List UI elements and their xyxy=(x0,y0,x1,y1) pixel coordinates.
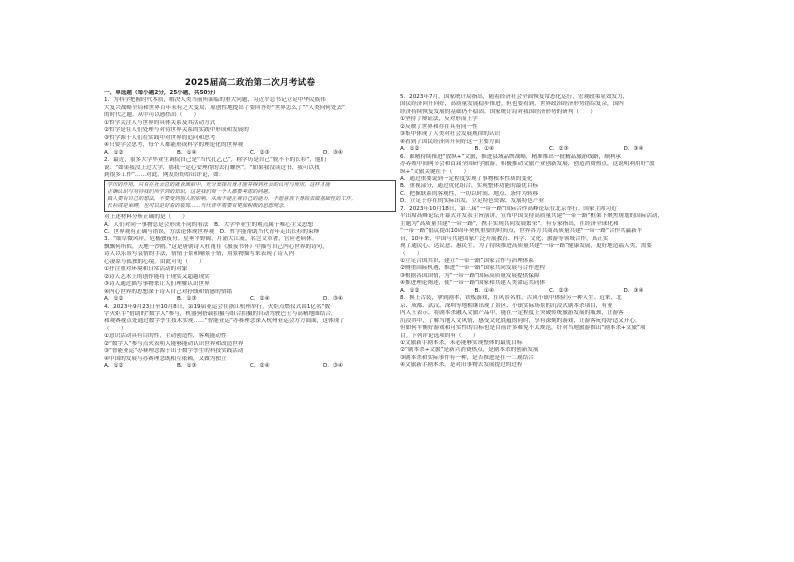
q1-line: ④只要学会思考，每个人都能形成科学的理论化的世界观 xyxy=(104,142,244,149)
q5-line: ④看到了国民经济回升向好这一主要方面 xyxy=(400,138,501,145)
right-column xyxy=(400,94,698,370)
q1-line: ③哲学源于人们在实践中对世界的追问和思考 xyxy=(104,134,216,141)
q7-line: ②侧重国际机遇，推进“一带一路”国家共同发展与合作进程 xyxy=(400,265,546,272)
q1-line: ①哲学关注人与世界的具体关系及其活动方式 xyxy=(104,119,216,126)
q7-line: 台，10年来，中国与共建国家广泛开展教育、科学、文化、旅游等领域合作，真正实 xyxy=(400,235,609,242)
question-6 xyxy=(400,154,698,206)
q2-line: 说：“如果我没上过大学，那我一定心安理得的去打螺丝”，“如果我没读过书，我可以找 xyxy=(104,164,320,171)
q3-line: 诗人以乐景写哀情的手法，情情于景和嘲景于情，用景物描写来表现了诗人内 xyxy=(104,251,295,258)
q3-line: 3．“细草微风岸，危樯独夜舟。星垂平野阔，月涌大江流。名岂文章著，官应老病休。 xyxy=(104,236,318,243)
option: D．③④ xyxy=(623,146,644,153)
option: A．①② xyxy=(400,146,420,153)
option: A．①② xyxy=(104,149,124,156)
q8-line: 内人士表示，将剧本杀融入文旅产品中，能在一定程度上突破传统旅游发展的瓶颈，让游客 xyxy=(400,310,624,317)
q3-line: 飘飘何所似，天地一沙鸥。”这是唐朝诗人杜甫在《旅夜书怀》中描写自己内心世界的诗句， xyxy=(104,243,328,250)
q6-line: D．立足于存在的实际出发，立足特色资源，发展特色产业 xyxy=(400,198,545,205)
option: C．②③ xyxy=(549,287,569,294)
option: A．①② xyxy=(104,363,124,370)
q3-line: 心凄凉与孤独的心境。由此可见（ ） xyxy=(104,258,205,265)
q3-line: ④内心世界的思想深于诗人自己对抒线和情感的情绪 xyxy=(104,288,233,295)
option: D．③④ xyxy=(623,287,644,294)
q7-line: “一带一路”倡议提出10周年契机重要的时间点，世界各方共商高质量共建“一带一路”合作共赢新平 xyxy=(400,228,643,235)
option: B．①④ xyxy=(177,149,197,156)
q5-line: ①坚持了辩证法，反对形而上学 xyxy=(400,116,478,123)
q6-line: 6．谁精持续推进“放纵+”文旅，推进县域品牌战略，精准推出一批精品旅游线路，顺利承 xyxy=(400,153,622,160)
q5-line: ③集中体现了人类对社会发展规律的认识 xyxy=(400,131,501,138)
q5-line: ②反映了世界和存在具有同一性 xyxy=(400,123,478,130)
exam-title: 2025届高二政治第二次月考试卷 xyxy=(184,78,316,88)
section-heading: 一、单选题（每小题2分，25小题，共50分） xyxy=(104,90,219,96)
q8-line: ③剧本杀和实际事件有一种，是否推进是在一二观结合 xyxy=(400,354,534,361)
q3-line: ③诗人通过描写事物来让人们理解认识世界 xyxy=(104,281,210,288)
q7-line: 平出席高峰论坛开幕式并发表主旨演讲，宣布中国支持高质量共建“一带一路”框架下聚焦规划的国际活动， xyxy=(400,213,664,220)
q5-line: 经济持续恢复发展的基础仍不稳固。国家统计局对我国经济形势的研判（ ） xyxy=(400,108,596,115)
q4-line: ②“数字人”参与点火表明人能够能动认识世界和改造世界 xyxy=(104,340,244,347)
option: C．②③ xyxy=(250,149,270,156)
option: B．①③ xyxy=(177,296,197,303)
option: B．①④ xyxy=(474,146,494,153)
question-5 xyxy=(400,94,698,154)
question-8 xyxy=(400,295,698,370)
option: B．①④ xyxy=(474,287,494,294)
q8-line: 8．换上古装，拿到剧本，铁板游戏，在风景名胜、古风小镇中体验另一种人生。近来，北 xyxy=(400,295,622,302)
q8-line: 但如何平衡好游戏和可实性的目标也是目前许多难免不太规范，针对当地旅游推出“剧本杀+文旅”项 xyxy=(400,325,646,332)
q7-options xyxy=(400,288,698,295)
q2-line: 对上述材料分析正确的是（ ） xyxy=(104,214,188,221)
q7-line: ①立足合国共识，建立“一带一路”国家合作与治理体系 xyxy=(400,257,534,264)
q5-line: 国民经济回升向好，高质量发展稳步推进。但也要看到，世界政治经济形势错综复杂，国内 xyxy=(400,101,624,108)
q2-line: C．世界观有正确与错误，方法论体现世界观 D．哲学能帮助当代青年走出长衫的束缚 xyxy=(104,228,320,235)
q4-line: ③“智能亚运”办赛理念源于出于数字孪生的科技实践活动 xyxy=(104,348,244,355)
q3-options xyxy=(104,296,396,303)
q6-line: B．重视部分，通过优化组合，实现整体功能的最优目标 xyxy=(400,183,539,190)
q2-line: 到很多工作”……对此，网友纷纷给出评论，如： xyxy=(104,171,225,178)
quote-line: 长衫或是束缚，也可以是好看的装饰……当代青年需要有更加积极的思想观念。 xyxy=(107,203,289,210)
option: B．①③ xyxy=(177,363,197,370)
option: C．②③ xyxy=(549,146,569,153)
q2-line: A．人们对同一事物总是会形成不同的看法 B．大学毕业生的观点属于唯心主义思想 xyxy=(104,221,314,228)
q4-line: 和观赛视点处通过数字孪生技术实现……“智能亚运”办赛理念深入杭州亚运会方方面面，这体现了 xyxy=(104,318,345,325)
q8-line: 京、成都、武汉、深圳等地相继出现了景区、小镇实际场景的沉浸式剧本杀项目，有业 xyxy=(400,302,613,309)
q3-line: ①抒注重对环境和日常活动的对象 xyxy=(104,266,188,273)
q7-line: （ ） xyxy=(400,250,423,257)
q8-line: 沉浸其中，了解当地人文风情，感受文化底蕴的同时，享有深刻的游戏，让游客玩得舒适又开心， xyxy=(400,317,641,324)
q7-line: ③根据各国国情，为“一带一路”国际高质量发展提供保障 xyxy=(400,272,540,279)
quote-line: 学历的作用，只有在社会总的就业面前中，充分发挥自身才能并得到社会的认可与使用，这样才能 xyxy=(107,182,331,189)
q8-line: ②“剧本杀+文旅”是新兴消费热点，是剧本杀的创新发展 xyxy=(400,347,539,354)
q4-line: ④中国的发展与办赛理念既相互依赖，又做为独立 xyxy=(104,355,227,362)
q7-line: 现了通民心、达民意、惠民生。为了持续推进高质量共建“一带一路”健康发展，更好地造福人类，需要 xyxy=(400,243,652,250)
q8-line: 目。下列评论选项的有（ ） xyxy=(400,332,479,339)
q2-line: 2．最近，很多大学毕业生调侃自己是“当代孔乙己”，称学历是自己“脱不下的长衫”，他们 xyxy=(104,157,327,164)
q2-quote-box xyxy=(104,180,396,212)
q6-line: 办养殖中间网节会和首届全国研学旅游，积极推动文旅产业创新发展，创造消费热点，这说明利用好“放 xyxy=(400,161,655,168)
q3-line: ②诗人艺术上的创作能将于现实又超越现实 xyxy=(104,273,210,280)
q7-line: 主题为“高质量共建“一带一路”，携手实现共同发展繁荣”。有专家指出，在经济全球化和 xyxy=(400,220,619,227)
q4-options xyxy=(104,363,396,370)
q7-line: ④推进理论阐述，使“一带一路”国家和共建人类命运共同体 xyxy=(400,280,546,287)
question-2 xyxy=(104,157,396,236)
q1-line: 的时代之题。从中可以感悟出（ ） xyxy=(104,112,200,119)
q6-line: A．通过重要说到一定程度实现了事物根本性质的变化 xyxy=(400,175,533,182)
q5-line: 5．2023年7月，国家统计局指出，随着经济社会全面恢复常态化运行，宏观政策显效发力， xyxy=(400,94,629,100)
q4-line: 字火炬手”借助的“数字人”参与，机器狗搭载拍摄与组合拍摄的自动驾驶巴士与高精地图结合， xyxy=(104,310,337,317)
left-column xyxy=(104,78,396,371)
q1-options xyxy=(104,150,396,157)
quote-line: 做人要有自己的想法，不要受到别人的影响，从而不能正视自己的能力，不愿意放下身段去做基础性的工作。 xyxy=(107,196,357,203)
q4-line: （ ） xyxy=(104,325,127,332)
question-4 xyxy=(104,304,396,371)
option: C．②④ xyxy=(250,296,270,303)
option: A．①② xyxy=(400,287,420,294)
q8-line: ①文旅新手剧本杀，未必能够实现整体的最优目标 xyxy=(400,339,523,346)
q6-line: C．把握联系的客观性，一切以时间、地点、条件为转移 xyxy=(400,190,539,197)
option: A．①② xyxy=(104,296,124,303)
q4-line: ①意识活动具有目的性，主动创造性，客观能动性 xyxy=(104,333,227,340)
option: C．②④ xyxy=(250,363,270,370)
q1-line: 大复兴战略全局和世界百年未有之大变局，原创性地提出了要回答好“世界怎么了”“人类向何处去” xyxy=(104,104,345,111)
q1-line: 1．为科学把握时代本质，解决人类当前所面临的重大问题，习近平总书记立足中华民族伟 xyxy=(104,97,326,104)
q7-line: 7．2023年10月18日，第三届“一带一路”国际合作高峰论坛在北京举行。国家主席习近 xyxy=(400,205,617,212)
q8-line: ④文旅新手剧本杀，是对旧事物去发展提过的过程 xyxy=(400,362,523,369)
question-1 xyxy=(104,97,396,157)
quote-line: 正确认识与对待我们所学到的知识，这是我们每一个人都要考虑的问题。 xyxy=(107,189,274,196)
q4-line: 4．2023年9月23日至10月8日，第19届亚运会在浙江杭州举行。火炬点燃仪式由1亿名“数 xyxy=(104,303,331,310)
question-3 xyxy=(104,236,396,303)
option: D．③④ xyxy=(323,363,343,370)
q6-line: 纵+”文旅关键在于（ ） xyxy=(400,168,470,175)
q5-options xyxy=(400,146,698,153)
option: D．③④ xyxy=(323,149,343,156)
question-7 xyxy=(400,206,698,295)
option: D．③④ xyxy=(323,296,343,303)
q1-line: ②哲学是在人们处理与对待世界关系的实践中形成和发展的 xyxy=(104,127,249,134)
